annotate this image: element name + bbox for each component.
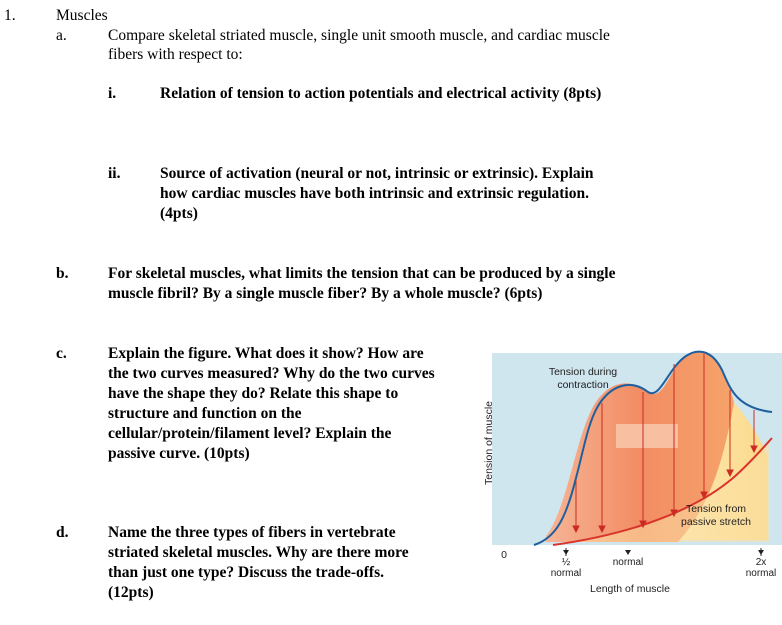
part-d-line4: (12pts) [108, 584, 154, 601]
x-axis-label: Length of muscle [590, 583, 670, 595]
origin-label: 0 [501, 549, 507, 561]
part-a-i-text: Relation of tension to action potentials and electrical activity (8pts) [160, 85, 602, 102]
tick-normal: normal [612, 557, 644, 568]
question-1-title: Muscles [56, 7, 108, 24]
part-d-label: d. [56, 524, 69, 541]
part-a-ii-line3: (4pts) [160, 205, 198, 222]
label-highlight-box [616, 424, 678, 448]
part-d-line2: striated skeletal muscles. Why are there more [108, 544, 409, 561]
tick-half-line2: normal [550, 568, 582, 579]
length-tension-figure [478, 348, 782, 625]
part-c-line5: cellular/protein/filament level? Explain the [108, 425, 392, 442]
tick-half-line1: ½ [561, 557, 571, 568]
tick-double-line1: 2x [755, 557, 767, 568]
x-axis-ticks [563, 548, 764, 556]
part-c-line1: Explain the figure. What does it show? How are [108, 345, 424, 362]
part-c-line3: have the shape they do? Relate this shape to [108, 385, 399, 402]
contraction-label-line1: Tension during [548, 366, 618, 378]
part-d-line1: Name the three types of fibers in vertebrate [108, 524, 396, 541]
part-c-label: c. [56, 345, 67, 362]
part-b-line2: muscle fibril? By a single muscle fiber? By a whole muscle? (6pts) [108, 285, 543, 302]
part-a-text-line2: fibers with respect to: [108, 46, 243, 63]
part-c-line6: passive curve. (10pts) [108, 445, 250, 462]
passive-label-line1: Tension from [685, 503, 747, 515]
part-a-label: a. [56, 27, 67, 44]
part-b-line1: For skeletal muscles, what limits the tension that can be produced by a single [108, 265, 616, 282]
question-1-number: 1. [4, 7, 16, 24]
contraction-label-line2: contraction [557, 379, 609, 391]
part-b-label: b. [56, 265, 69, 282]
part-a-ii-label: ii. [108, 165, 121, 182]
part-a-i-label: i. [108, 85, 117, 102]
part-d-line3: than just one type? Discuss the trade-offs. [108, 564, 384, 581]
part-a-ii-line1: Source of activation (neural or not, intrinsic or extrinsic). Explain [160, 165, 594, 182]
part-c-line4: structure and function on the [108, 405, 302, 422]
part-c-line2: the two curves measured? Why do the two curves [108, 365, 435, 382]
tick-double-line2: normal [745, 568, 777, 579]
passive-label-line2: passive stretch [680, 516, 752, 528]
part-a-ii-line2: how cardiac muscles have both intrinsic and extrinsic regulation. [160, 185, 589, 202]
y-axis-label: Tension of muscle [483, 400, 495, 486]
part-a-text-line1: Compare skeletal striated muscle, single unit smooth muscle, and cardiac muscle [108, 27, 610, 44]
